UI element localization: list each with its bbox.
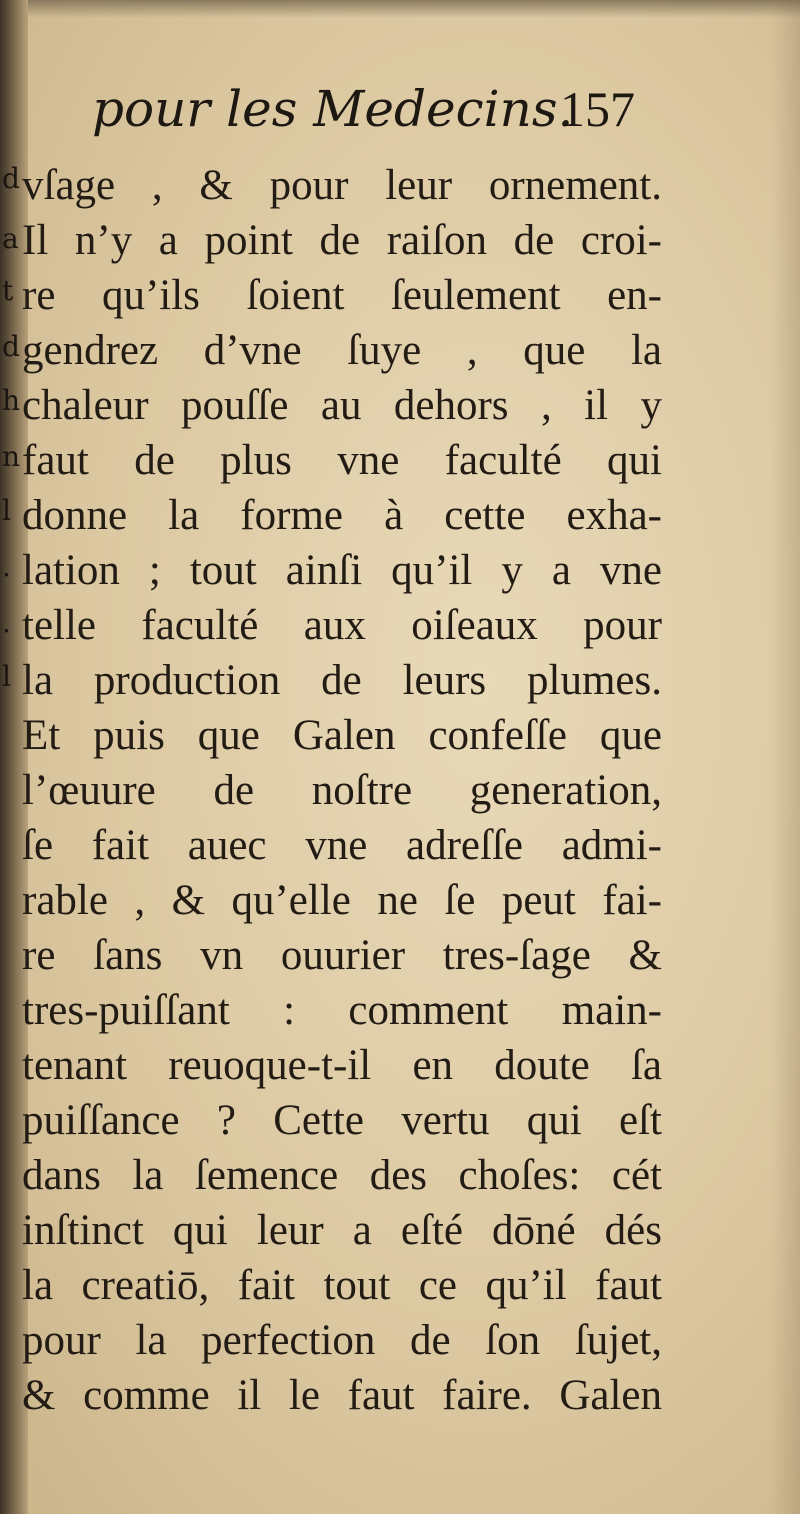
text-line: lation ; tout ainſi qu’il y a vne (22, 547, 662, 594)
page-top-shadow (0, 0, 800, 18)
gutter-mark: d (2, 330, 20, 363)
text-line: chaleur pouſſe au dehors , il y (22, 382, 662, 429)
text-line: Et puis que Galen confeſſe que (22, 712, 662, 759)
gutter-mark: . (2, 606, 11, 639)
text-line: tres-puiſſant : comment main- (22, 987, 662, 1034)
text-line: & comme il le faut faire. Galen (22, 1372, 662, 1419)
text-line: pour la perfection de ſon ſujet, (22, 1317, 662, 1364)
text-line: vſage , & pour leur ornement. (22, 162, 662, 209)
running-title: pour les Medecins. (92, 80, 574, 138)
gutter-mark: . (2, 550, 11, 583)
text-line: rable , & qu’elle ne ſe peut fai- (22, 877, 662, 924)
text-line: la creatiō, fait tout ce qu’il faut (22, 1262, 662, 1309)
text-line: re qu’ils ſoient ſeulement en- (22, 272, 662, 319)
gutter-mark: l (2, 660, 11, 693)
text-line: dans la ſemence des choſes: cét (22, 1152, 662, 1199)
gutter-mark: t (2, 274, 14, 307)
text-line: donne la forme à cette exha- (22, 492, 662, 539)
text-line: tenant reuoque-t-il en doute ſa (22, 1042, 662, 1089)
text-line: l’œuure de noſtre generation, (22, 767, 662, 814)
text-line: inſtinct qui leur a eſté dōné dés (22, 1207, 662, 1254)
text-line: la production de leurs plumes. (22, 657, 662, 704)
gutter-mark: h (2, 384, 21, 417)
body-text (22, 158, 662, 1423)
text-line: re ſans vn ouurier tres-ſage & (22, 932, 662, 979)
page-number: 157 (560, 81, 635, 137)
gutter-mark: d (2, 162, 20, 195)
text-line: puiſſance ? Cette vertu qui eſt (22, 1097, 662, 1144)
text-line: gendrez d’vne ſuye , que la (22, 327, 662, 374)
text-line: telle faculté aux oiſeaux pour (22, 602, 662, 649)
text-line: faut de plus vne faculté qui (22, 437, 662, 484)
gutter-mark: a (2, 222, 19, 255)
text-line: ſe fait auec vne adreſſe admi- (22, 822, 662, 869)
gutter-mark: n (2, 440, 21, 473)
gutter-mark: l (2, 494, 11, 527)
text-line: Il n’y a point de raiſon de croi- (22, 217, 662, 264)
page-edge-shading (770, 0, 800, 1514)
